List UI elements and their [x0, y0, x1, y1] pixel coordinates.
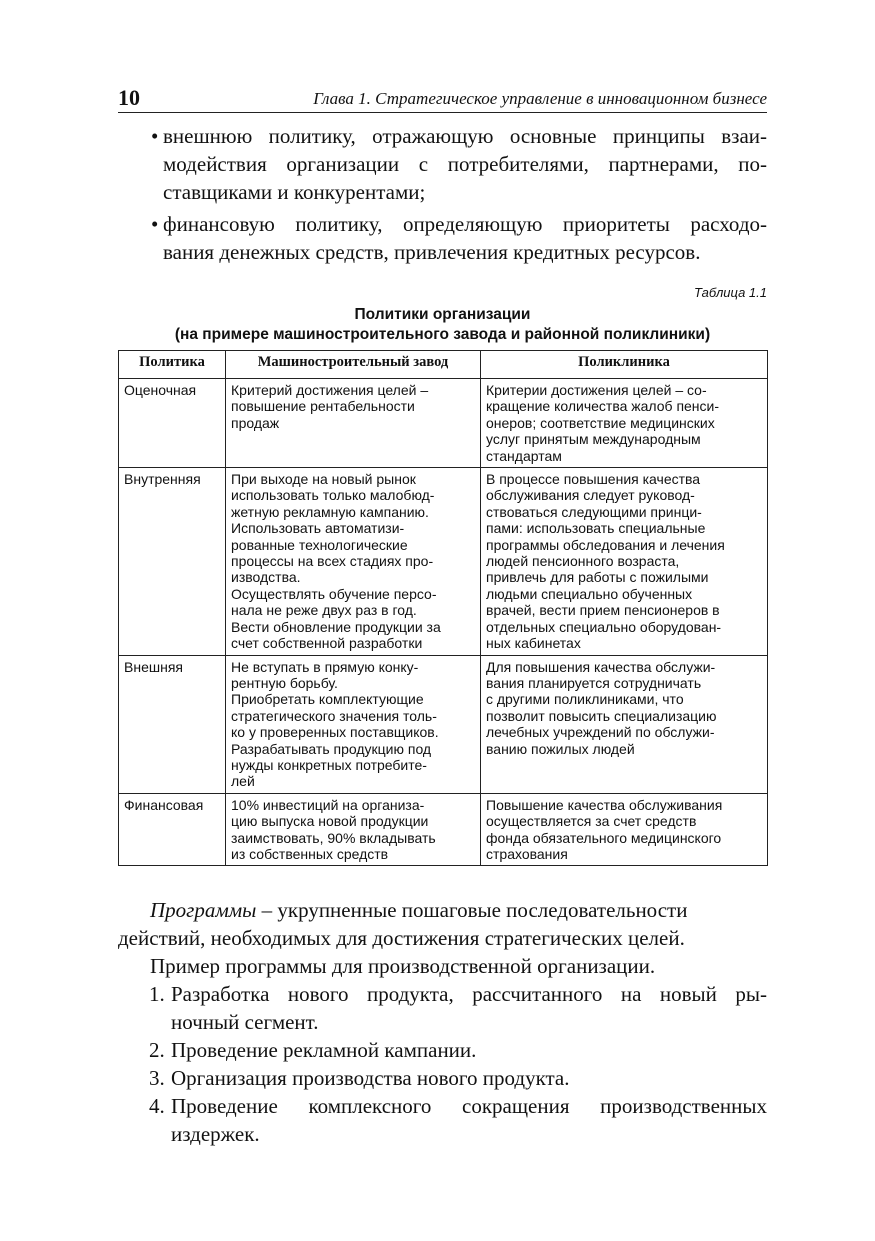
text-line: вания денежных средств, привлечения кредитных ресурсов. — [163, 240, 701, 264]
cell-text-line: Использовать автоматизи- — [231, 520, 405, 537]
list-item — [118, 210, 767, 266]
cell-text-line: людей пенсионного возраста, — [486, 553, 680, 570]
programs-section — [118, 896, 767, 1148]
cell-text-line: В процессе повышения качества — [486, 471, 701, 488]
table-row — [119, 379, 768, 468]
table-subtitle-line: (на примере машиностроительного завода и районной поликлиники) — [174, 326, 711, 343]
cell-text-line: заимствовать, 90% вкладывать — [231, 829, 436, 846]
text-line: модействия организации с потребителями, партнерами, по- — [163, 152, 767, 176]
cell-text-line: позволит повысить специализацию — [486, 707, 717, 724]
clinic-policy-cell — [481, 468, 768, 655]
list-item — [118, 1092, 767, 1148]
cell-text-line: 10% инвестиций на организа- — [231, 796, 425, 813]
factory-policy-cell — [226, 793, 481, 866]
cell-text-line: ных кабинетах — [486, 635, 581, 652]
text-line: Проведение комплексного сокращения производственных — [171, 1094, 767, 1118]
table-header-row — [119, 351, 768, 379]
cell-text-line: с другими поликлиниками, что — [486, 691, 684, 708]
policy-name-cell: Оценочная — [119, 379, 226, 468]
table-row — [119, 468, 768, 655]
list-item — [118, 980, 767, 1036]
text-line: Разработка нового продукта, рассчитанного на новый ры- — [171, 982, 767, 1006]
cell-text-line: Приобретать комплектующие — [231, 691, 424, 708]
factory-policy-cell — [226, 379, 481, 468]
item-number: 3. — [149, 1066, 165, 1090]
cell-text-line: ствоваться следующими принци- — [486, 503, 702, 520]
column-header-factory: Машиностроительный завод — [226, 351, 481, 379]
table-label: Таблица 1.1 — [694, 285, 767, 300]
table-row — [119, 655, 768, 793]
cell-text-line: стандартам — [486, 447, 562, 464]
policy-name-cell: Внутренняя — [119, 468, 226, 655]
clinic-policy-cell — [481, 793, 768, 866]
definition-text: действий, необходимых для достижения стратегических целей. — [118, 926, 685, 950]
example-intro: Пример программы для производственной организации. — [150, 954, 656, 978]
cell-text-line: изводства. — [231, 569, 301, 586]
cell-text-line: Критерии достижения целей – со- — [486, 382, 707, 398]
cell-text-line: Повышение качества обслуживания — [486, 796, 723, 813]
policy-name-cell: Внешняя — [119, 655, 226, 793]
cell-text-line: обслуживания следует руковод- — [486, 487, 695, 504]
clinic-policy-cell — [481, 379, 768, 468]
policy-bullet-list — [118, 122, 767, 270]
cell-text-line: отдельных специально оборудован- — [486, 618, 722, 635]
list-item — [118, 122, 767, 206]
cell-text-line: ко у проверенных поставщиков. — [231, 724, 439, 741]
clinic-policy-cell — [481, 655, 768, 793]
cell-text-line: Разрабатывать продукцию под — [231, 740, 432, 757]
list-item — [118, 1036, 767, 1064]
policies-table — [118, 350, 768, 866]
cell-text-line: счет собственной разработки — [231, 635, 423, 652]
cell-text-line: цию выпуска новой продукции — [231, 813, 429, 830]
text-line: издержек. — [171, 1122, 260, 1146]
table-title — [118, 305, 767, 345]
bullet-icon: • — [151, 124, 159, 148]
program-steps-list — [118, 980, 767, 1148]
cell-text-line: врачей, вести прием пенсионеров в — [486, 602, 720, 619]
cell-text-line: нала не реже двух раз в год. — [231, 602, 417, 619]
table-row — [119, 793, 768, 866]
cell-text-line: повышение рентабельности — [231, 398, 415, 415]
text-line: финансовую политику, определяющую приоритеты расходо- — [163, 212, 767, 236]
page-number: 10 — [118, 85, 140, 110]
cell-text-line: пами: использовать специальные — [486, 520, 706, 537]
cell-text-line: привлечь для работы с пожилыми — [486, 569, 709, 586]
cell-text-line: использовать только малобюд- — [231, 487, 435, 504]
item-number: 4. — [149, 1094, 165, 1118]
programs-definition — [118, 896, 767, 952]
cell-text-line: осуществляется за счет средств — [486, 813, 697, 830]
cell-text-line: рованные технологические — [231, 536, 408, 553]
cell-text-line: стратегического значения толь- — [231, 707, 437, 724]
column-header-clinic: Поликлиника — [481, 351, 768, 379]
cell-text-line: Вести обновление продукции за — [231, 618, 441, 635]
cell-text-line: Критерий достижения целей – — [231, 382, 429, 398]
factory-policy-cell — [226, 468, 481, 655]
definition-text: – укрупненные пошаговые последовательности — [256, 898, 688, 922]
cell-text-line: кращение количества жалоб пенси- — [486, 398, 720, 415]
bullet-icon: • — [151, 212, 159, 236]
cell-text-line: продаж — [231, 414, 280, 431]
cell-text-line: Осуществлять обучение персо- — [231, 585, 437, 602]
cell-text-line: лей — [231, 773, 255, 790]
cell-text-line: онеров; соответствие медицинских — [486, 414, 715, 431]
item-number: 1. — [149, 982, 165, 1006]
text-line: ставщиками и конкурентами; — [163, 180, 426, 204]
list-item — [118, 1064, 767, 1092]
text-line: внешнюю политику, отражающую основные принципы взаи- — [163, 124, 767, 148]
column-header-policy: Политика — [119, 351, 226, 379]
cell-text-line: фонда обязательного медицинского — [486, 829, 722, 846]
cell-text-line: процессы на всех стадиях про- — [231, 553, 434, 570]
cell-text-line: При выходе на новый рынок — [231, 471, 416, 488]
cell-text-line: программы обследования и лечения — [486, 536, 725, 553]
item-number: 2. — [149, 1038, 165, 1062]
cell-text-line: рентную борьбу. — [231, 674, 338, 691]
cell-text-line: людьми специально обученных — [486, 585, 693, 602]
cell-text-line: нужды конкретных потребите- — [231, 756, 427, 773]
text-line: Проведение рекламной кампании. — [171, 1038, 477, 1062]
cell-text-line: жетную рекламную кампанию. — [231, 503, 429, 520]
text-line: ночный сегмент. — [171, 1010, 319, 1034]
cell-text-line: Не вступать в прямую конку- — [231, 658, 419, 675]
running-header — [118, 86, 767, 113]
cell-text-line: страхования — [486, 845, 568, 862]
cell-text-line: лечебных учреждений по обслужи- — [486, 724, 715, 741]
policy-name-cell: Финансовая — [119, 793, 226, 866]
text-line: Организация производства нового продукта. — [171, 1066, 570, 1090]
chapter-title: Глава 1. Стратегическое управление в инновационном бизнесе — [313, 89, 767, 108]
programs-term: Программы — [150, 898, 257, 922]
cell-text-line: Для повышения качества обслужи- — [486, 658, 716, 675]
cell-text-line: вания планируется сотрудничать — [486, 674, 702, 691]
table-title-line: Политики организации — [354, 306, 531, 323]
factory-policy-cell — [226, 655, 481, 793]
cell-text-line: из собственных средств — [231, 845, 389, 862]
cell-text-line: ванию пожилых людей — [486, 740, 635, 757]
cell-text-line: услуг принятым международным — [486, 431, 701, 448]
